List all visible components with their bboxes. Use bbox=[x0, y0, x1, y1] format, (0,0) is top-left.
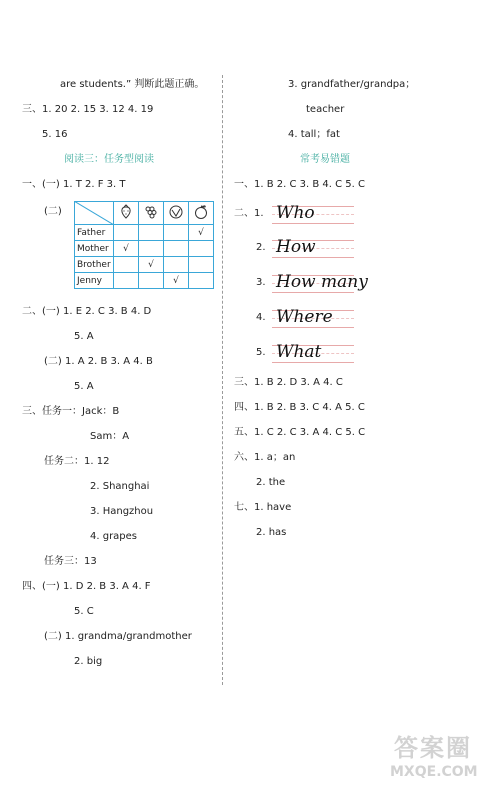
answer-line: 四、1. B 2. B 3. C 4. A 5. C bbox=[234, 402, 365, 413]
apple-icon bbox=[193, 204, 209, 220]
answer-line: 5. A bbox=[74, 331, 94, 342]
grapes-icon bbox=[143, 204, 159, 220]
table-row-label: Brother bbox=[75, 257, 114, 273]
answer-line: 七、1. have bbox=[234, 502, 292, 513]
table-row-label: Mother bbox=[75, 241, 114, 257]
answer-line: 3. Hangzhou bbox=[90, 506, 154, 517]
check-mark: √ bbox=[139, 257, 164, 273]
answer-line: 4. bbox=[256, 312, 266, 323]
answer-line: 四、(一) 1. D 2. B 3. A 4. F bbox=[22, 581, 151, 592]
answer-line: 3. bbox=[256, 277, 266, 288]
handwritten-answer: How bbox=[276, 237, 316, 257]
watermark-url: MXQE.COM bbox=[390, 764, 478, 780]
answer-line: 任务三：13 bbox=[44, 556, 97, 567]
check-mark: √ bbox=[189, 225, 214, 241]
answer-line: 2. Shanghai bbox=[90, 481, 150, 492]
fruit-header-cell bbox=[164, 202, 189, 225]
section-heading-errors: 常考易错题 bbox=[300, 154, 350, 165]
answer-line: 2. big bbox=[74, 656, 103, 667]
answer-line: 三、任务一：Jack：B bbox=[22, 406, 120, 417]
check-mark: √ bbox=[164, 273, 189, 289]
handwritten-answer: Who bbox=[276, 203, 315, 223]
answer-line: 5. bbox=[256, 347, 266, 358]
cabbage-icon bbox=[168, 204, 184, 220]
answer-line: 一、(一) 1. T 2. F 3. T bbox=[22, 179, 126, 190]
answer-line: are students.” 判断此题正确。 bbox=[60, 79, 205, 90]
section-heading-reading: 阅读三：任务型阅读 bbox=[64, 154, 154, 165]
answer-line: 六、1. a；an bbox=[234, 452, 296, 463]
watermark-text: 答案圈 bbox=[394, 734, 472, 762]
fruit-header-cell bbox=[139, 202, 164, 225]
answer-line: teacher bbox=[306, 104, 345, 115]
answer-line: (二) bbox=[44, 206, 62, 217]
watermark-logo bbox=[372, 728, 492, 788]
answer-line: 5. C bbox=[74, 606, 94, 617]
answer-line: 三、1. B 2. D 3. A 4. C bbox=[234, 377, 343, 388]
answer-line: 5. A bbox=[74, 381, 94, 392]
handwritten-answer: What bbox=[276, 342, 322, 362]
column-divider bbox=[222, 75, 223, 685]
answer-line: 2. has bbox=[256, 527, 287, 538]
answer-line: 2. the bbox=[256, 477, 286, 488]
answer-line: 一、1. B 2. C 3. B 4. C 5. C bbox=[234, 179, 365, 190]
table-diagonal-line bbox=[74, 201, 114, 225]
answer-line: 2. bbox=[256, 242, 266, 253]
handwritten-answer: Where bbox=[276, 307, 333, 327]
strawberry-icon bbox=[118, 204, 134, 220]
answer-line: 五、1. C 2. C 3. A 4. C 5. C bbox=[234, 427, 366, 438]
answer-line: 二、(一) 1. E 2. C 3. B 4. D bbox=[22, 306, 152, 317]
answer-line: 5. 16 bbox=[42, 129, 68, 140]
fruit-header-cell bbox=[114, 202, 139, 225]
table-row-label: Jenny bbox=[75, 273, 114, 289]
answer-line: 4. grapes bbox=[90, 531, 138, 542]
answer-line: 4. tall；fat bbox=[288, 129, 340, 140]
check-mark: √ bbox=[114, 241, 139, 257]
answer-line: Sam：A bbox=[90, 431, 130, 442]
answer-line: 三、1. 20 2. 15 3. 12 4. 19 bbox=[22, 104, 154, 115]
fruit-header-cell bbox=[189, 202, 214, 225]
answer-line: 3. grandfather/grandpa； bbox=[288, 79, 416, 90]
handwritten-answer: How many bbox=[276, 272, 368, 292]
answer-line: 任务二：1. 12 bbox=[44, 456, 110, 467]
table-row-label: Father bbox=[75, 225, 114, 241]
answer-line: 二、1. bbox=[234, 208, 264, 219]
answer-line: (二) 1. grandma/grandmother bbox=[44, 631, 192, 642]
answer-line: (二) 1. A 2. B 3. A 4. B bbox=[44, 356, 153, 367]
